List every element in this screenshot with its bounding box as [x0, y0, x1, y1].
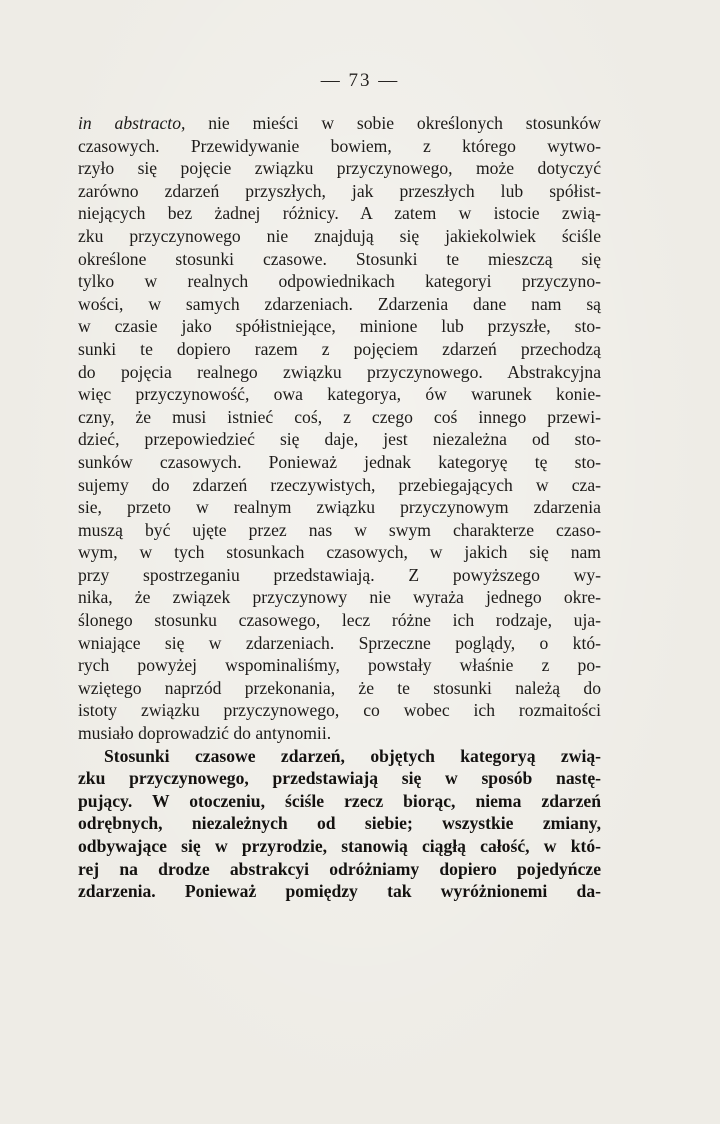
text-line: pujący. W otoczeniu, ściśle rzecz biorąc, niema zdarzeń	[78, 790, 601, 811]
text-line: przy spostrzeganiu przedstawiają. Z powyższego wy-	[78, 564, 601, 585]
text-line: sunków czasowych. Ponieważ jednak kategoryę tę sto-	[78, 451, 601, 472]
text-line: rej na drodze abstrakcyi odróżniamy dopiero pojedyńcze	[78, 858, 601, 879]
text-line: istoty związku przyczynowego, co wobec ich rozmaitości	[78, 700, 601, 721]
text-line: zku przyczynowego, przedstawiają się w sposób nastę-	[78, 768, 601, 789]
text-line: rych powyżej wspominaliśmy, powstały właśnie z po-	[78, 655, 601, 676]
text-line: dzieć, przepowiedzieć się daje, jest niezależna od sto-	[78, 429, 601, 450]
text-line: do pojęcia realnego związku przyczynowego. Abstrakcyjna	[78, 361, 601, 382]
page-number: — 73 —	[320, 70, 400, 91]
text-line: sunki te dopiero razem z pojęciem zdarzeń przechodzą	[78, 338, 601, 359]
text-line: czasowych. Przewidywanie bowiem, z którego wytwo-	[78, 135, 601, 156]
text-line: rzyło się pojęcie związku przyczynowego, może dotyczyć	[78, 158, 601, 179]
text-line: określone stosunki czasowe. Stosunki te mieszczą się	[78, 248, 601, 269]
text-line: niejących bez żadnej różnicy. A zatem w istocie zwią-	[78, 203, 601, 224]
italic-phrase: in abstracto,	[78, 113, 186, 133]
text-line	[78, 112, 601, 135]
text-line: nika, że związek przyczynowy nie wyraża jednego okre-	[78, 587, 601, 608]
text-line: odrębnych, niezależnych od siebie; wszystkie zmiany,	[78, 813, 601, 834]
text-line: czny, że musi istnieć coś, z czego coś innego przewi-	[78, 406, 601, 427]
paragraph-start-line: Stosunki czasowe zdarzeń, objętych kategoryą zwią-	[104, 745, 601, 766]
text-line: w czasie jako spółistniejące, minione lub przyszłe, sto-	[78, 316, 601, 337]
text-line: sujemy do zdarzeń rzeczywistych, przebiegających w cza-	[78, 474, 601, 495]
text-line: tylko w realnych odpowiednikach kategoryi przyczyno-	[78, 271, 601, 292]
text-line: wniające się w zdarzeniach. Sprzeczne poglądy, o któ-	[78, 632, 601, 653]
text-line: muszą być ujęte przez nas w swym charakterze czaso-	[78, 519, 601, 540]
paragraph-end-line: musiało doprowadzić do antynomii.	[78, 723, 332, 744]
text-line: wości, w samych zdarzeniach. Zdarzenia dane nam są	[78, 293, 601, 314]
text-line-rest: nie mieści w sobie określonych stosunków	[185, 113, 602, 133]
text-line: sie, przeto w realnym związku przyczynowym zdarzenia	[78, 497, 601, 518]
text-line: wym, w tych stosunkach czasowych, w jakich się nam	[78, 542, 601, 563]
text-line: odbywające się w przyrodzie, stanowią ciągłą całość, w któ-	[78, 836, 601, 856]
text-line: wziętego naprzód przekonania, że te stosunki należą do	[78, 677, 601, 698]
text-line: więc przyczynowość, owa kategorya, ów warunek konie-	[78, 384, 601, 405]
text-line: zdarzenia. Ponieważ pomiędzy tak wyróżnionemi da-	[78, 881, 601, 902]
body-text	[78, 112, 601, 903]
text-line: zku przyczynowego nie znajdują się jakiekolwiek ściśle	[78, 225, 601, 246]
text-line: zarówno zdarzeń przyszłych, jak przeszłych lub spółist-	[78, 180, 601, 201]
text-line: ślonego stosunku czasowego, lecz różne ich rodzaje, uja-	[78, 610, 601, 631]
